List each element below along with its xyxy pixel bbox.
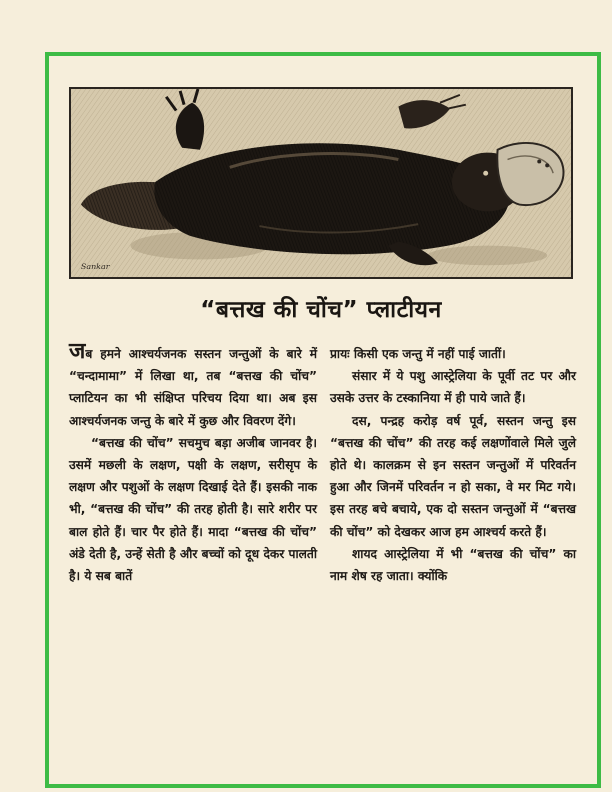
paragraph: “बत्तख की चोंच” सचमुच बड़ा अजीब जानवर है। उसमें मछली के लक्षण, पक्षी के लक्षण, सरीसृप के लक्षण और पशुओं के लक्षण दिखाई देते हैं। इसकी नाक भी, “बत्तख की चोंच” की तरह होती है। सारे शरीर पर बाल होते हैं। चार पैर होते हैं। मादा “बत्तख की चोंच” अंडे देती है, उन्हें सेती है और बच्चों को दूध देकर पालती है। ये सब बातें — [69, 435, 317, 584]
paragraph — [69, 339, 317, 432]
article-title: “बत्तख की चोंच” प्लाटीयन — [200, 297, 442, 323]
paragraph: प्रायः किसी एक जन्तु में नहीं पाई जातीं। — [330, 347, 506, 361]
right-column — [330, 343, 576, 587]
paragraph: शायद आस्ट्रेलिया में भी “बत्तख की चोंच” का नाम शेष रह जाता। क्योंकि — [330, 546, 576, 584]
artist-signature: Sankar — [80, 262, 110, 272]
paragraph: दस, पन्द्रह करोड़ वर्ष पूर्व, सस्तन जन्तु इस “बत्तख की चोंच” की तरह कई लक्षणोंवाले मिले जुले होते थे। कालक्रम से इन सस्तन जन्तुओं में परिवर्तन हुआ और जिनमें परिवर्तन न हो सका, वे मर मिट गये। इस तरह बचे बचाये, एक दो सस्तन जन्तुओं में “बत्तख की चोंच” को देखकर आज हम आश्चर्य करते हैं। — [330, 413, 576, 539]
left-column — [69, 339, 317, 587]
paragraph: संसार में ये पशु आस्ट्रेलिया के पूर्वी तट पर और उसके उत्तर के टस्कानिया में ही पाये जाते हैं। — [330, 369, 576, 406]
platypus-illustration — [69, 87, 573, 279]
dropcap-letter: ज — [69, 339, 86, 364]
platypus-drawing — [71, 89, 571, 277]
paragraph-text: ब हमने आश्चर्यजनक सस्तन जन्तुओं के बारे में “चन्दामामा” में लिखा था, तब “बत्तख की चोंच” प्लाटियन का भी संक्षिप्त परिचय दिया था। अब इस आश्चर्यजनक जन्तु के बारे में कुछ और विवरण देंगे। — [69, 347, 317, 428]
